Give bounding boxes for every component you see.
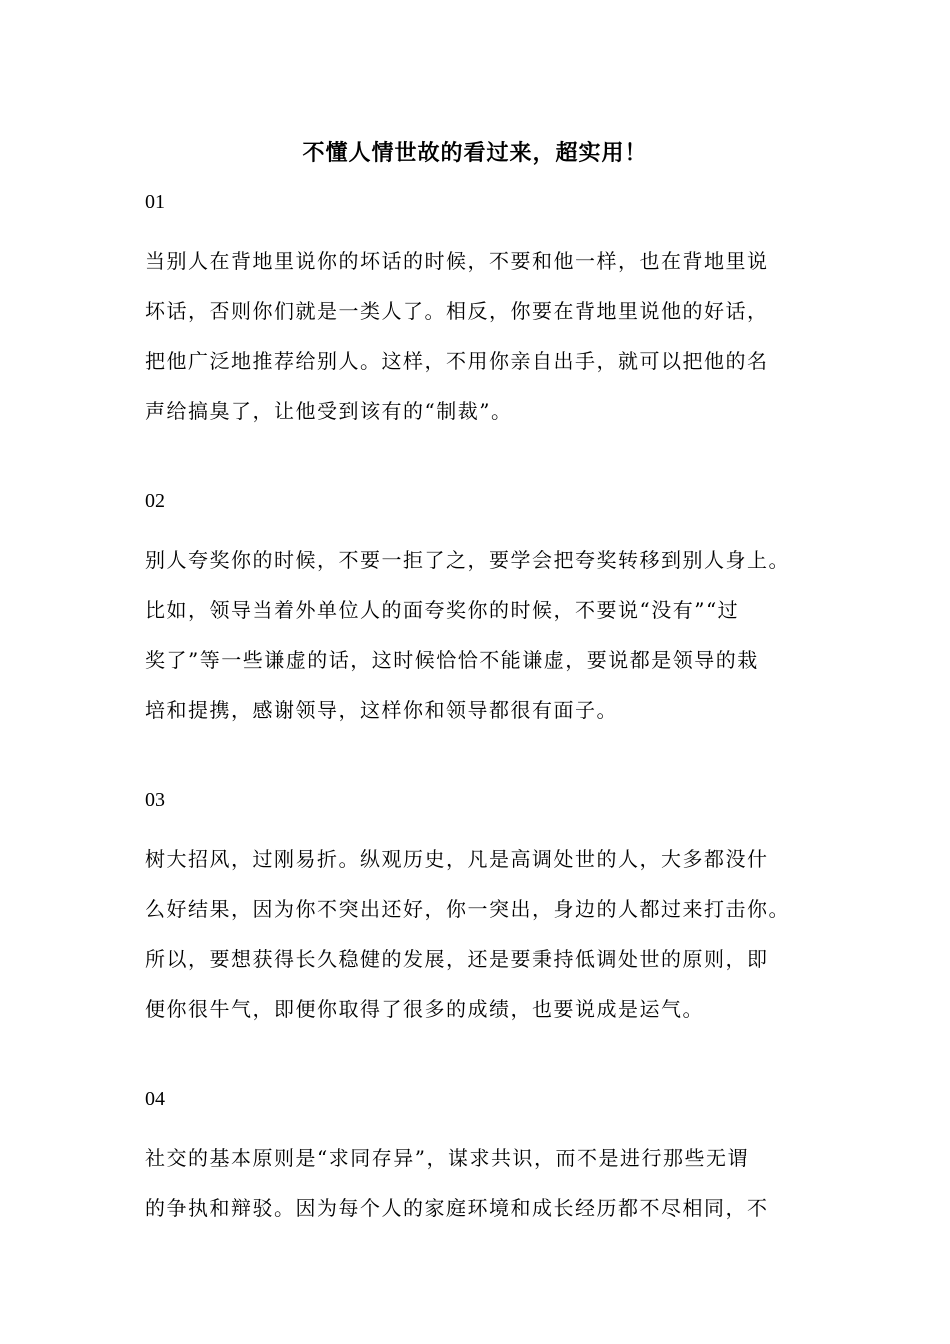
paragraph-line: 社交的基本原则是“求同存异”，谋求共识，而不是进行那些无谓 <box>145 1146 749 1170</box>
section-paragraph <box>145 1133 815 1233</box>
document-title: 不懂人情世故的看过来，超实用！ <box>302 140 648 166</box>
paragraph-line: 便你很牛气，即便你取得了很多的成绩，也要说成是运气。 <box>145 997 704 1021</box>
section-number: 04 <box>145 1088 165 1110</box>
section-04 <box>145 1084 815 1233</box>
paragraph-line: 培和提携，感谢领导，这样你和领导都很有面子。 <box>145 698 618 722</box>
section-number: 02 <box>145 490 165 512</box>
section-paragraph <box>145 834 815 1034</box>
section-03 <box>145 785 815 1034</box>
paragraph-line: 的争执和辩驳。因为每个人的家庭环境和成长经历都不尽相同，不 <box>145 1196 769 1220</box>
paragraph-line: 别人夸奖你的时候，不要一拒了之，要学会把夸奖转移到别人身上。 <box>145 548 790 572</box>
paragraph-line: 当别人在背地里说你的坏话的时候，不要和他一样，也在背地里说 <box>145 249 769 273</box>
section-number: 03 <box>145 789 165 811</box>
paragraph-line: 树大招风，过刚易折。纵观历史，凡是高调处世的人，大多都没什 <box>145 847 769 871</box>
paragraph-line: 坏话，否则你们就是一类人了。相反，你要在背地里说他的好话， <box>145 299 769 323</box>
paragraph-line: 声给搞臭了，让他受到该有的“制裁”。 <box>145 399 513 423</box>
paragraph-line: 所以，要想获得长久稳健的发展，还是要秉持低调处世的原则，即 <box>145 947 769 971</box>
paragraph-line: 比如，领导当着外单位人的面夸奖你的时候，不要说“没有”“过 <box>145 598 740 622</box>
section-paragraph <box>145 535 815 735</box>
section-01 <box>145 187 815 436</box>
paragraph-line: 把他广泛地推荐给别人。这样，不用你亲自出手，就可以把他的名 <box>145 349 769 373</box>
paragraph-line: 么好结果，因为你不突出还好，你一突出，身边的人都过来打击你。 <box>145 897 790 921</box>
paragraph-line: 奖了”等一些谦虚的话，这时候恰恰不能谦虚，要说都是领导的栽 <box>145 648 759 672</box>
section-number: 01 <box>145 191 165 213</box>
section-paragraph <box>145 236 815 436</box>
section-02 <box>145 486 815 735</box>
